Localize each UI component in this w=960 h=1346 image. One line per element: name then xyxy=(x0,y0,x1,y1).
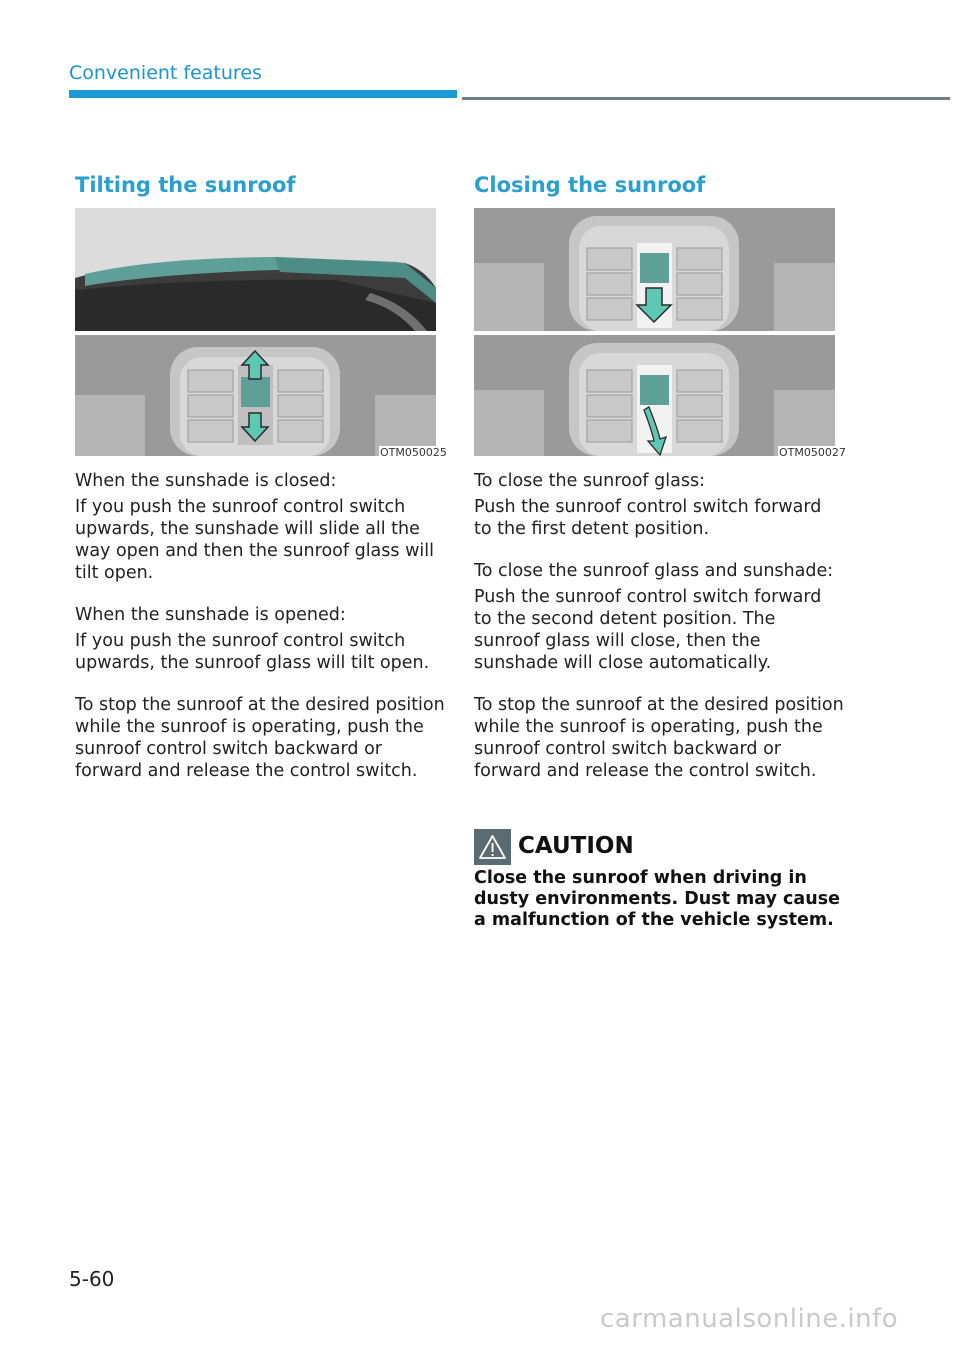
left-body xyxy=(75,470,445,782)
left-p4: If you push the sunroof control switch upwards, the sunroof glass will tilt open. xyxy=(75,631,430,673)
left-p2: If you push the sunroof control switch upwards, the sunshade will slide all the way open and then the sunroof glass will tilt open. xyxy=(75,497,434,583)
section-title-tilting: Tilting the sunroof xyxy=(75,173,296,197)
illustration-car-roof xyxy=(75,208,436,331)
header-title: Convenient features xyxy=(69,62,262,84)
illustration-switch-tilt xyxy=(75,335,436,456)
right-p2: Push the sunroof control switch forward to the first detent position. xyxy=(474,497,822,539)
image-code-right: OTM050027 xyxy=(779,446,846,459)
watermark: carmanualsonline.info xyxy=(600,1304,899,1334)
illustration-switch-close-second xyxy=(474,335,835,456)
page-number: 5-60 xyxy=(69,1267,115,1291)
caution-icon xyxy=(474,829,511,865)
right-p1: To close the sunroof glass: xyxy=(474,471,705,491)
header-rule-gray xyxy=(462,97,950,100)
right-p3: To close the sunroof glass and sunshade: xyxy=(474,561,834,581)
right-p5: To stop the sunroof at the desired position while the sunroof is operating, push the sunroof control switch backward or forward and release the control switch. xyxy=(474,695,844,781)
right-body xyxy=(474,470,844,782)
left-p3: When the sunshade is opened: xyxy=(75,605,346,625)
header-rule-blue xyxy=(69,90,457,98)
image-code-left: OTM050025 xyxy=(380,446,447,459)
right-p4: Push the sunroof control switch forward to the second detent position. The sunroof glass will close, then the sunshade will close automatically. xyxy=(474,587,822,673)
caution-text: Close the sunroof when driving in dusty environments. Dust may cause a malfunction of the vehicle system. xyxy=(474,868,840,930)
illustration-switch-close-first xyxy=(474,208,835,331)
section-title-closing: Closing the sunroof xyxy=(474,173,706,197)
caution-title: CAUTION xyxy=(518,833,634,859)
left-p1: When the sunshade is closed: xyxy=(75,471,337,491)
left-p5: To stop the sunroof at the desired position while the sunroof is operating, push the sunroof control switch backward or forward and release the control switch. xyxy=(75,695,445,781)
